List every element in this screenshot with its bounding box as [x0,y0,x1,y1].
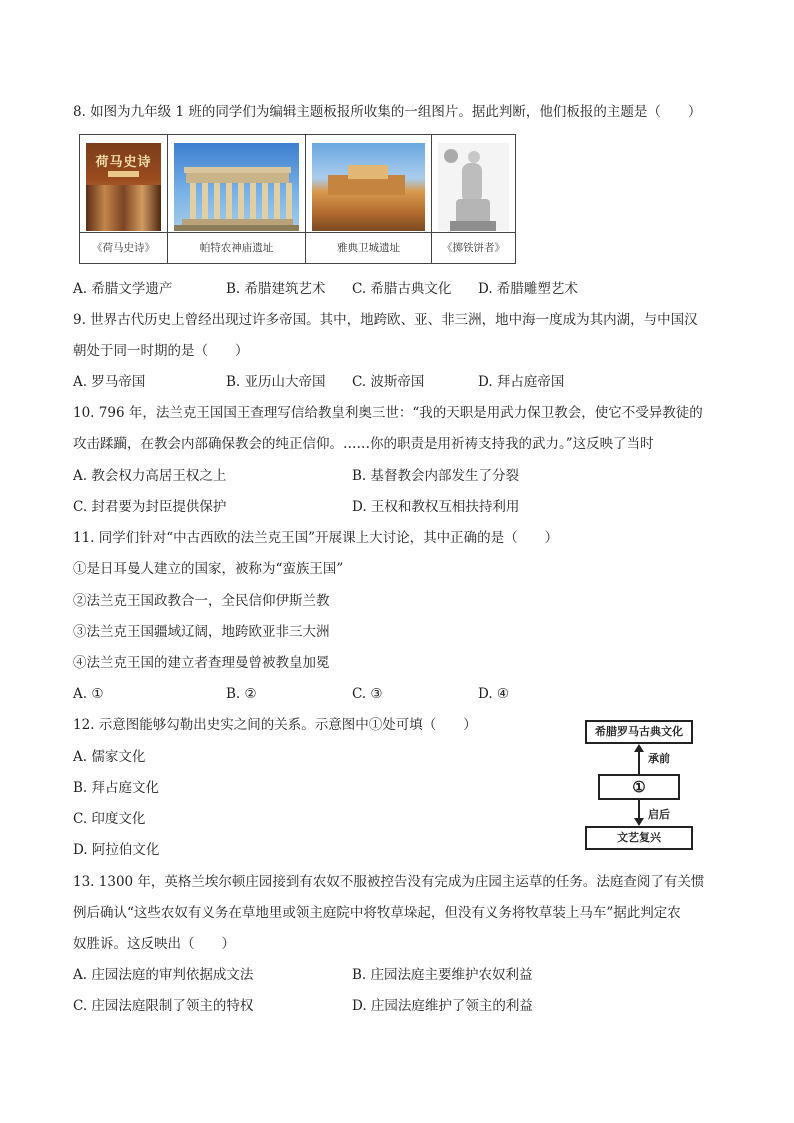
q11-statement-3: ③法兰克王国疆域辽阔，地跨欧亚非三大洲 [73,624,330,640]
diagram-top-box: 希腊罗马古典文化 [585,720,693,744]
parthenon-image [174,143,299,231]
diagram-upper-arrow-line [638,752,640,774]
book-cover-title: 荷马史诗 [95,155,152,170]
diagram-middle-box: ① [598,774,680,800]
q8-option-b[interactable]: B. 希腊建筑艺术 [226,281,326,297]
q9-option-b[interactable]: B. 亚历山大帝国 [226,374,326,390]
q12-stem: 12. 示意图能够勾勒出史实之间的关系。示意图中①处可填（ ） [73,717,477,733]
q11-option-d[interactable]: D. ④ [478,686,510,702]
q11-option-c[interactable]: C. ③ [352,686,383,702]
diagram-upper-arrow-label: 承前 [648,752,670,765]
arrow-down-icon [634,818,644,826]
q12-option-a[interactable]: A. 儒家文化 [73,749,146,765]
q11-option-a[interactable]: A. ① [73,686,104,702]
q11-statement-4: ④法兰克王国的建立者查理曼曾被教皇加冕 [73,655,330,671]
q13-option-d[interactable]: D. 庄园法庭维护了领主的利益 [352,998,533,1014]
parthenon-cell [168,135,306,263]
q11-stem: 11. 同学们针对“中古西欧的法兰克王国”开展课上大讨论，其中正确的是（ ） [73,530,559,546]
caption-homer-epic: 《荷马史诗》 [80,232,167,263]
discobolus-cell [432,135,515,263]
q8-option-d[interactable]: D. 希腊雕塑艺术 [478,281,578,297]
q10-option-d[interactable]: D. 王权和教权互相扶持利用 [352,499,520,515]
caption-discobolus: 《掷铁饼者》 [432,232,515,263]
q10-stem-line1: 10. 796 年，法兰克王国国王查理写信给教皇利奥三世：“我的天职是用武力保卫教会，使它不受异教徒的 [73,405,703,421]
homer-epic-cell [80,135,168,263]
q9-stem-line2: 朝处于同一时期的是（ ） [73,343,249,359]
homer-epic-book-image [86,143,161,231]
q12-option-c[interactable]: C. 印度文化 [73,811,146,827]
q10-option-c[interactable]: C. 封君要为封臣提供保护 [73,499,227,515]
q10-option-b[interactable]: B. 基督教会内部发生了分裂 [352,468,520,484]
arrow-up-icon [634,744,644,752]
q13-option-a[interactable]: A. 庄园法庭的审判依据成文法 [73,967,254,983]
diagram-lower-arrow-label: 启后 [648,808,670,821]
acropolis-cell [306,135,432,263]
q13-stem-line3: 奴胜诉。这反映出（ ） [73,936,235,952]
discobolus-statue-image [438,143,509,231]
q8-option-c[interactable]: C. 希腊古典文化 [352,281,452,297]
q12-option-d[interactable]: D. 阿拉伯文化 [73,842,160,858]
q11-statement-1: ①是日耳曼人建立的国家，被称为“蛮族王国” [73,561,344,577]
q8-option-a[interactable]: A. 希腊文学遗产 [73,281,173,297]
q8-stem: 8. 如图为九年级 1 班的同学们为编辑主题板报所收集的一组图片。据此判断，他们板报的主题是（ ） [73,104,702,120]
q10-stem-line2: 攻击蹂躏，在教会内部确保教会的纯正信仰。……你的职责是用祈祷支持我的武力。”这反映了当时 [73,436,654,452]
q12-option-b[interactable]: B. 拜占庭文化 [73,780,160,796]
q8-image-table [79,134,516,264]
acropolis-image [312,143,425,231]
q13-stem-line1: 13. 1300 年，英格兰埃尔顿庄园接到有农奴不服被控告没有完成为庄园主运草的任务。法庭查阅了有关惯 [73,874,705,890]
q10-option-a[interactable]: A. 教会权力高居王权之上 [73,468,227,484]
caption-parthenon: 帕特农神庙遗址 [168,232,305,263]
q13-stem-line2: 例后确认“这些农奴有义务在草地里或领主庭院中将牧草垛起，但没有义务将牧草装上马车”据此判定农 [73,905,681,921]
q13-option-b[interactable]: B. 庄园法庭主要维护农奴利益 [352,967,533,983]
q9-option-c[interactable]: C. 波斯帝国 [352,374,425,390]
q11-statement-2: ②法兰克王国政教合一，全民信仰伊斯兰教 [73,593,330,609]
diagram-lower-arrow-line [638,800,640,818]
caption-acropolis: 雅典卫城遗址 [306,232,431,263]
q11-option-b[interactable]: B. ② [226,686,257,702]
diagram-bottom-box: 文艺复兴 [585,826,693,850]
q13-option-c[interactable]: C. 庄园法庭限制了领主的特权 [73,998,254,1014]
q9-option-a[interactable]: A. 罗马帝国 [73,374,146,390]
q9-option-d[interactable]: D. 拜占庭帝国 [478,374,565,390]
q9-stem-line1: 9. 世界古代历史上曾经出现过许多帝国。其中，地跨欧、亚、非三洲，地中海一度成为其内湖，与中国汉 [73,312,698,328]
